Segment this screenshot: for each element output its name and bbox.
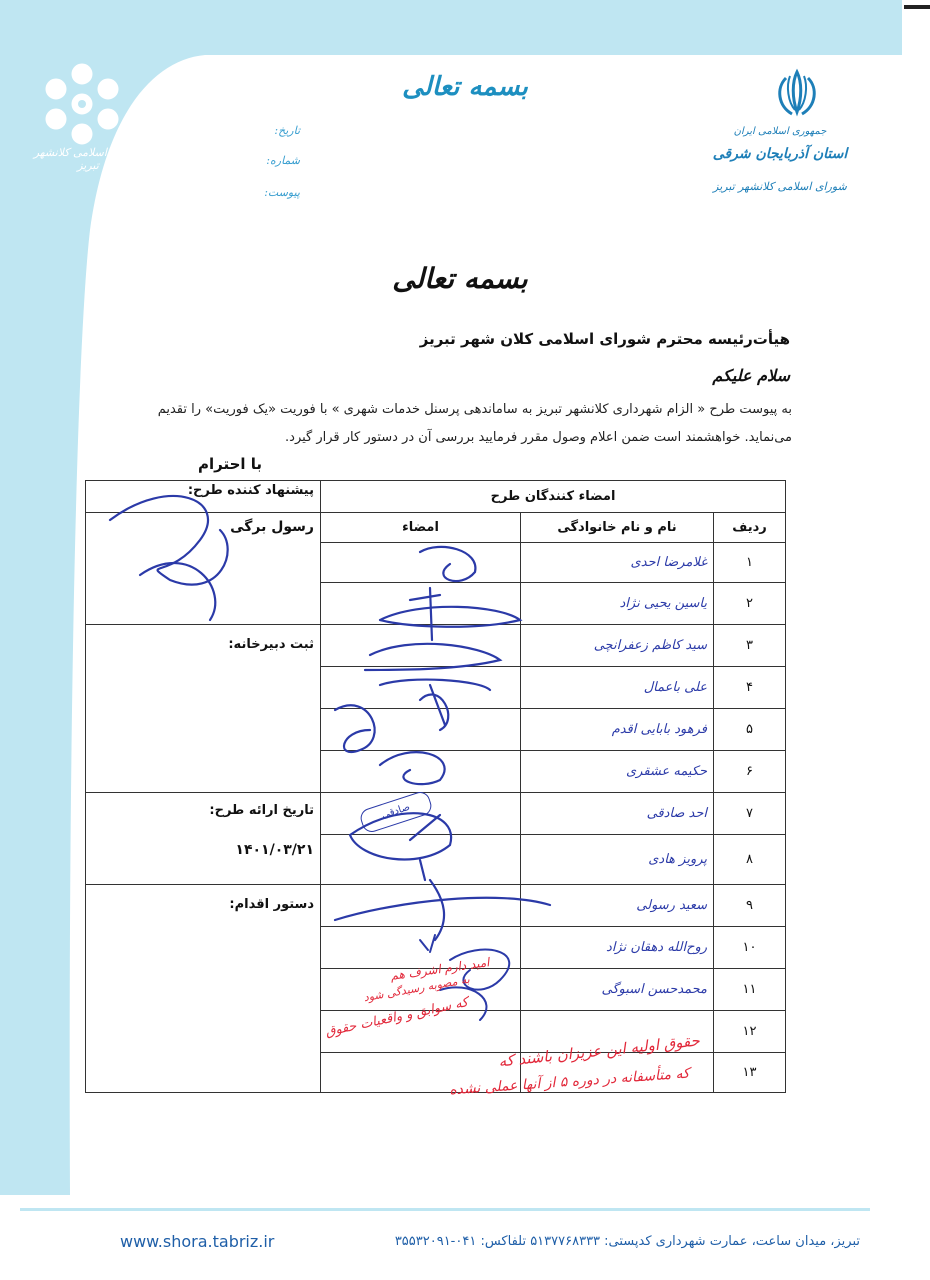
- row-num-3: ۳: [714, 625, 786, 667]
- org-line-council: شورای اسلامی کلانشهر تبریز: [713, 180, 847, 193]
- addressee: هیأت‌رئیسه محترم شورای اسلامی کلان شهر تبریز: [419, 330, 790, 348]
- row-num-9: ۹: [714, 885, 786, 927]
- body-line-2: می‌نماید. خواهشمند است ضمن اعلام وصول مقرر فرمایید بررسی آن در دستور کار قرار گیرد.: [285, 430, 792, 445]
- annotation-line-4: حقوق اولیه این عزیزان باشند که: [497, 1031, 701, 1071]
- row-signature-2: [321, 583, 521, 625]
- row-signature-1: [321, 543, 521, 583]
- website-link[interactable]: www.shora.tabriz.ir: [120, 1232, 275, 1251]
- body-line-1: به پیوست طرح « الزام شهرداری کلانشهر تبریز به ساماندهی پرسنل خدمات شهری » با فوریت «یک فوریت» را تقدیم: [157, 402, 792, 417]
- date-label: تاریخ:: [274, 124, 300, 137]
- annotation-line-5: که متأسفانه در دوره ۵ از آنها عملی نشده: [448, 1065, 691, 1099]
- date-cell: [86, 793, 321, 885]
- row-signature-3: [321, 625, 521, 667]
- row-num-4: ۴: [714, 667, 786, 709]
- row-name-8: پرویز هادی: [521, 835, 714, 885]
- greeting: سلام علیکم: [712, 366, 790, 385]
- submission-date-label: تاریخ ارائه طرح:: [209, 803, 314, 818]
- row-signature-6: [321, 751, 521, 793]
- left-logo-caption: شورای اسلامی کلانشهر تبریز: [33, 146, 143, 172]
- signers-header: امضاء کنندگان طرح: [321, 481, 786, 513]
- row-name-7: احد صادقی: [521, 793, 714, 835]
- council-logo-icon: [38, 60, 126, 148]
- row-name-11: محمدحسن اسبوگی: [521, 969, 714, 1011]
- row-signature-13: [321, 1053, 521, 1093]
- letter-heading: بسمه تعالی: [392, 262, 528, 295]
- row-name-1: غلامرضا احدی: [521, 543, 714, 583]
- letterhead-bismillah: بسمه تعالی: [402, 72, 528, 102]
- org-line-province: استان آذربایجان شرقی: [712, 146, 848, 162]
- attachment-label: پیوست:: [264, 186, 300, 199]
- annotation-line-3: که سوابق و واقعیات حقوق: [324, 995, 470, 1040]
- row-signature-5: [321, 709, 521, 751]
- closing: با احترام: [197, 455, 263, 473]
- row-signature-9: [321, 885, 521, 927]
- row-num-6: ۶: [714, 751, 786, 793]
- signers-table: [85, 480, 786, 1093]
- number-label: شماره:: [266, 154, 300, 167]
- row-signature-11: [321, 969, 521, 1011]
- row-num-5: ۵: [714, 709, 786, 751]
- footer: [120, 1232, 860, 1251]
- row-name-6: حکیمه عشقری: [521, 751, 714, 793]
- row-signature-4: [321, 667, 521, 709]
- row-signature-8: [321, 835, 521, 885]
- row-name-13: [521, 1053, 714, 1093]
- annotation-line-1: امید دارم اشرف هم: [389, 955, 491, 983]
- row-name-9: سعید رسولی: [521, 885, 714, 927]
- row-signature-10: [321, 927, 521, 969]
- row-name-10: روح‌الله دهقان نژاد: [521, 927, 714, 969]
- iran-emblem-icon: [768, 68, 826, 118]
- row-name-5: فرهود بابایی اقدم: [521, 709, 714, 751]
- annotation-line-2: به مصوبه رسیدگی شود: [362, 972, 471, 1005]
- col-header-name: نام و نام خانوادگی: [521, 513, 714, 543]
- row-num-8: ۸: [714, 835, 786, 885]
- proposer-name: رسول برگی: [86, 513, 321, 625]
- row-name-12: [521, 1011, 714, 1053]
- footer-address: تبریز، میدان ساعت، عمارت شهرداری کدپستی: ۵۱۳۷۷۶۸۳۳۳ تلفاکس: ۰۴۱-۳۵۵۳۲۰۹۱: [394, 1234, 860, 1249]
- row-name-3: سید کاظم زعفرانچی: [521, 625, 714, 667]
- row-num-1: ۱: [714, 543, 786, 583]
- col-header-row: ردیف: [714, 513, 786, 543]
- row-signature-12: [321, 1011, 521, 1053]
- seal-stamp: صادقی: [358, 789, 434, 834]
- row-num-7: ۷: [714, 793, 786, 835]
- secretariat-label: ثبت دبیرخانه:: [86, 625, 321, 793]
- proposer-label: پیشنهاد کننده طرح:: [86, 481, 321, 513]
- row-num-13: ۱۳: [714, 1053, 786, 1093]
- row-num-11: ۱۱: [714, 969, 786, 1011]
- col-header-signature: امضاء: [321, 513, 521, 543]
- row-name-4: علی باعمال: [521, 667, 714, 709]
- submission-date-value: ۱۴۰۱/۰۳/۲۱: [235, 842, 314, 858]
- row-num-2: ۲: [714, 583, 786, 625]
- row-num-12: ۱۲: [714, 1011, 786, 1053]
- action-label: دستور اقدام:: [86, 885, 321, 1093]
- org-line-country: جمهوری اسلامی ایران: [733, 126, 827, 137]
- row-num-10: ۱۰: [714, 927, 786, 969]
- row-name-2: یاسین یحیی نژاد: [521, 583, 714, 625]
